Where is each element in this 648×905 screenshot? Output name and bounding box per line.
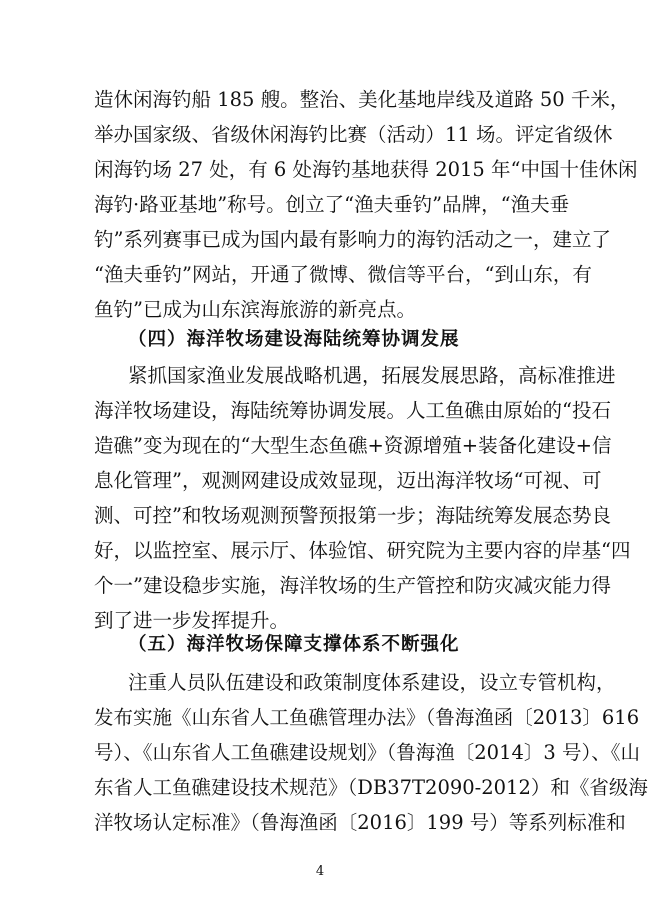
section-heading-5: （五）海洋牧场保障支撑体系不断强化	[128, 634, 460, 655]
paragraph-line: 造休闲海钓船 185 艘。整治、美化基地岸线及道路 50 千米，	[94, 88, 630, 111]
paragraph-line: 举办国家级、省级休闲海钓比赛（活动）11 场。评定省级休	[94, 123, 613, 146]
paragraph-line: 鱼钓”已成为山东滨海旅游的新亮点。	[94, 298, 416, 321]
paragraph-line: 好，以监控室、展示厅、体验馆、研究院为主要内容的岸基“四	[94, 539, 631, 562]
paragraph-line: 闲海钓场 27 处，有 6 处海钓基地获得 2015 年“中国十佳休闲	[94, 158, 638, 181]
paragraph-line: 洋牧场认定标准》（鲁海渔函〔2016〕199 号）等系列标准和	[94, 811, 626, 834]
section-heading-4: （四）海洋牧场建设海陆统筹协调发展	[128, 329, 460, 350]
page-number: 4	[315, 864, 325, 879]
paragraph-line: 东省人工鱼礁建设技术规范》（DB37T2090-2012）和《省级海	[94, 776, 648, 799]
paragraph-line: 个一”建设稳步实施，海洋牧场的生产管控和防灾减灾能力得	[94, 574, 611, 597]
paragraph-line: 息化管理”，观测网建设成效显现，迈出海洋牧场“可视、可	[94, 469, 602, 492]
paragraph-line: 号）、《山东省人工鱼礁建设规划》（鲁海渔〔2014〕3 号）、《山	[94, 741, 640, 764]
paragraph-line: 到了进一步发挥提升。	[94, 609, 290, 632]
paragraph-line: 测、可控”和牧场观测预警预报第一步；海陆统筹发展态势良	[94, 504, 611, 527]
paragraph-line: 发布实施《山东省人工鱼礁管理办法》（鲁海渔函〔2013〕616	[94, 706, 640, 729]
paragraph-line: “渔夫垂钓”网站，开通了微博、微信等平台，“到山东，有	[94, 263, 592, 286]
paragraph-line: 钓”系列赛事已成为国内最有影响力的海钓活动之一，建立了	[94, 228, 611, 251]
paragraph-line: 注重人员队伍建设和政策制度体系建设，设立专管机构，	[128, 671, 616, 694]
paragraph-line: 造礁”变为现在的“大型生态鱼礁+资源增殖+装备化建设+信	[94, 434, 612, 457]
paragraph-line: 海洋牧场建设，海陆统筹协调发展。人工鱼礁由原始的“投石	[94, 399, 611, 422]
paragraph-line: 紧抓国家渔业发展战略机遇，拓展发展思路，高标准推进	[128, 364, 616, 387]
paragraph-line: 海钓·路亚基地”称号。创立了“渔夫垂钓”品牌，“渔夫垂	[94, 193, 570, 216]
